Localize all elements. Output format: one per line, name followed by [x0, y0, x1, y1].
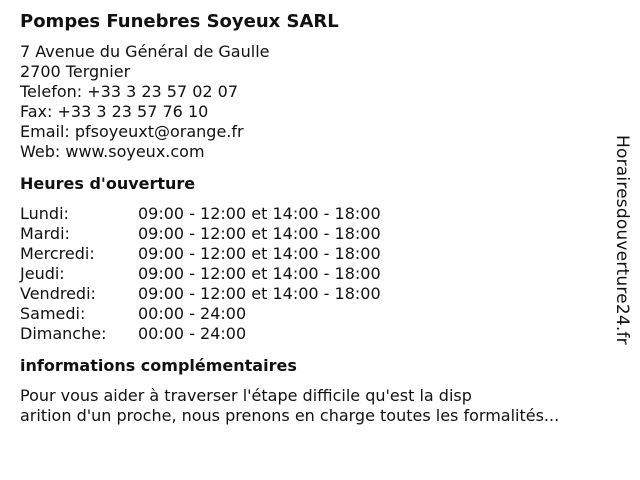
day-label: Mercredi: [20, 244, 95, 263]
business-card [20, 10, 610, 426]
day-times: 09:00 - 12:00 et 14:00 - 18:00 [138, 204, 381, 223]
day-label: Lundi: [20, 204, 69, 223]
address-street: 7 Avenue du Général de Gaulle [20, 42, 270, 61]
hours-row [20, 224, 381, 244]
day-times: 09:00 - 12:00 et 14:00 - 18:00 [138, 244, 381, 263]
hours-row [20, 304, 381, 324]
hours-table [20, 204, 381, 344]
hours-row [20, 204, 381, 224]
business-name: Pompes Funebres Soyeux SARL [20, 11, 339, 32]
contact-block [20, 42, 610, 162]
day-label: Samedi: [20, 304, 86, 323]
site-watermark: Horairesdouverture24.fr [612, 135, 632, 345]
hours-heading: Heures d'ouverture [20, 174, 196, 193]
day-times: 00:00 - 24:00 [138, 324, 247, 343]
day-times: 09:00 - 12:00 et 14:00 - 18:00 [138, 284, 381, 303]
day-label: Jeudi: [20, 264, 65, 283]
day-times: 00:00 - 24:00 [138, 304, 247, 323]
hours-row [20, 264, 381, 284]
day-times: 09:00 - 12:00 et 14:00 - 18:00 [138, 264, 381, 283]
info-text: Pour vous aider à traverser l'étape difficile qu'est la disp arition d'un proche, nous prenons en charge toutes les formalités... [20, 386, 560, 425]
phone-line: Telefon: +33 3 23 57 02 07 [20, 82, 239, 101]
fax-line: Fax: +33 3 23 57 76 10 [20, 102, 209, 121]
day-times: 09:00 - 12:00 et 14:00 - 18:00 [138, 224, 381, 243]
web-line: Web: www.soyeux.com [20, 142, 205, 161]
address-city: 2700 Tergnier [20, 62, 131, 81]
hours-row [20, 324, 381, 344]
info-heading: informations complémentaires [20, 356, 297, 375]
hours-row [20, 284, 381, 304]
day-label: Mardi: [20, 224, 70, 243]
day-label: Vendredi: [20, 284, 96, 303]
day-label: Dimanche: [20, 324, 107, 343]
email-line: Email: pfsoyeuxt@orange.fr [20, 122, 244, 141]
hours-row [20, 244, 381, 264]
